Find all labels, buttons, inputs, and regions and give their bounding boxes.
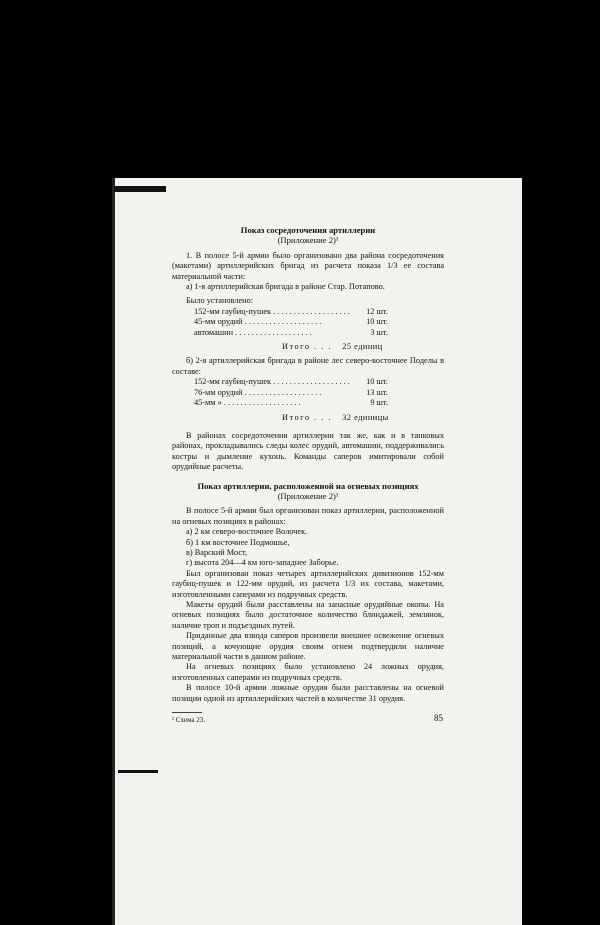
section2-para3: Макеты орудий были расставлены на запасные орудийные окопы. На огневых позициях было достаточное количество блиндажей, землянок, наличие троп и подъездных путей. <box>172 600 444 630</box>
footnote: ¹ Схема 23. <box>172 716 205 725</box>
table1-label: 152-мм гаубиц-пушек . . . <box>194 307 354 317</box>
table1-label: автомашин . . . <box>194 328 354 338</box>
table1-qty: 3 шт. <box>370 327 388 337</box>
table1-qty: 10 шт. <box>366 317 388 327</box>
total2-label: Итого . . . <box>282 412 332 422</box>
table2-qty: 10 шт. <box>366 377 388 387</box>
section1-para1: 1. В полосе 5-й армии было организовано два района сосредоточения (макетами) артиллерийских бригад из расчета показа 1/3 ее состава материальной части: <box>172 250 444 281</box>
page-content <box>172 225 444 725</box>
section2-para1: В полосе 5-й армии был организован показ артиллерии, расположенной на огневых позициях в районах: <box>172 506 444 526</box>
table2-label: 76-мм орудий . . . <box>194 388 354 398</box>
table2 <box>194 377 388 408</box>
section2-para6: В полосе 10-й армии ложные орудия были расставлены на огневой позиции одной из артиллерийских частей в количестве 31 орудия. <box>172 683 444 703</box>
section2-para5: На огневых позициях было установлено 24 ложных орудия, изготовленных саперами из подручных средств. <box>172 662 444 682</box>
table2-row <box>194 388 388 398</box>
section2-title: Показ артиллерии, расположенной на огневых позициях <box>197 480 419 491</box>
total1-value: 25 единиц <box>342 342 383 352</box>
page-number: 85 <box>434 713 443 723</box>
section1-subtitle: (Приложение 2)¹ <box>277 235 339 246</box>
table1-row <box>194 307 388 317</box>
table1-row <box>194 317 388 327</box>
table1 <box>194 307 388 338</box>
scan-mark-bottom <box>118 770 158 773</box>
table2-label: 45-мм » . . . <box>194 398 354 408</box>
installed-label: Было установлено: <box>186 296 254 306</box>
table2-label: 152-мм гаубиц-пушек . . . <box>194 377 354 387</box>
table1-label: 45-мм орудий . . . <box>194 317 354 327</box>
total1 <box>282 342 444 352</box>
section2-para4: Приданные два взвода саперов произвели внешнее освежение огневых позиций, а кочующие орудия своим огнем подтвердили наличие материальной части в данном районе. <box>172 631 444 662</box>
section2-subtitle: (Приложение 2)¹ <box>277 490 339 501</box>
scan-mark-top <box>114 186 166 192</box>
table2-row <box>194 398 388 408</box>
footnote-rule <box>172 712 202 713</box>
section2-item: б) 1 км восточнее Подмошье, <box>186 537 290 547</box>
section2-item: г) высота 204—4 км юго-западнее Заборье. <box>186 558 339 568</box>
section1-title: Показ сосредоточения артиллерии <box>240 225 376 235</box>
table2-row <box>194 377 388 387</box>
section2-para2: Был организован показ четырех артиллерийских дивизионов 152-мм гаубиц-пушек и 122-мм орудий, из расчета 1/3 их состава, макетами, изготовленными саперами из подручных средств. <box>172 568 444 599</box>
table2-qty: 9 шт. <box>370 398 388 408</box>
section1-item-a: а) 1-я артиллерийская бригада в районе Стар. Потапово. <box>186 282 385 292</box>
total2 <box>282 413 444 423</box>
total1-label: Итого . . . <box>282 342 332 352</box>
total2-value: 32 единицы <box>342 412 389 422</box>
table1-qty: 12 шт. <box>366 306 388 316</box>
section2-item: а) 2 км северо-восточнее Волочек. <box>186 527 308 537</box>
section2-item: в) Варский Мост, <box>186 547 248 557</box>
table1-row <box>194 328 388 338</box>
table2-qty: 13 шт. <box>366 387 388 397</box>
binding-edge <box>112 178 115 925</box>
section1-item-b: б) 2-я артиллерийская бригада в районе лес северо-восточнее Поделы в составе: <box>172 356 444 376</box>
section1-para2: В районах сосредоточения артиллерии так же, как и в танковых районах, прокладывались следы колес орудий, автомашин, поддерживались костры и дымление кухонь. Команды саперов имитировали собой орудийные расчеты. <box>172 430 444 472</box>
